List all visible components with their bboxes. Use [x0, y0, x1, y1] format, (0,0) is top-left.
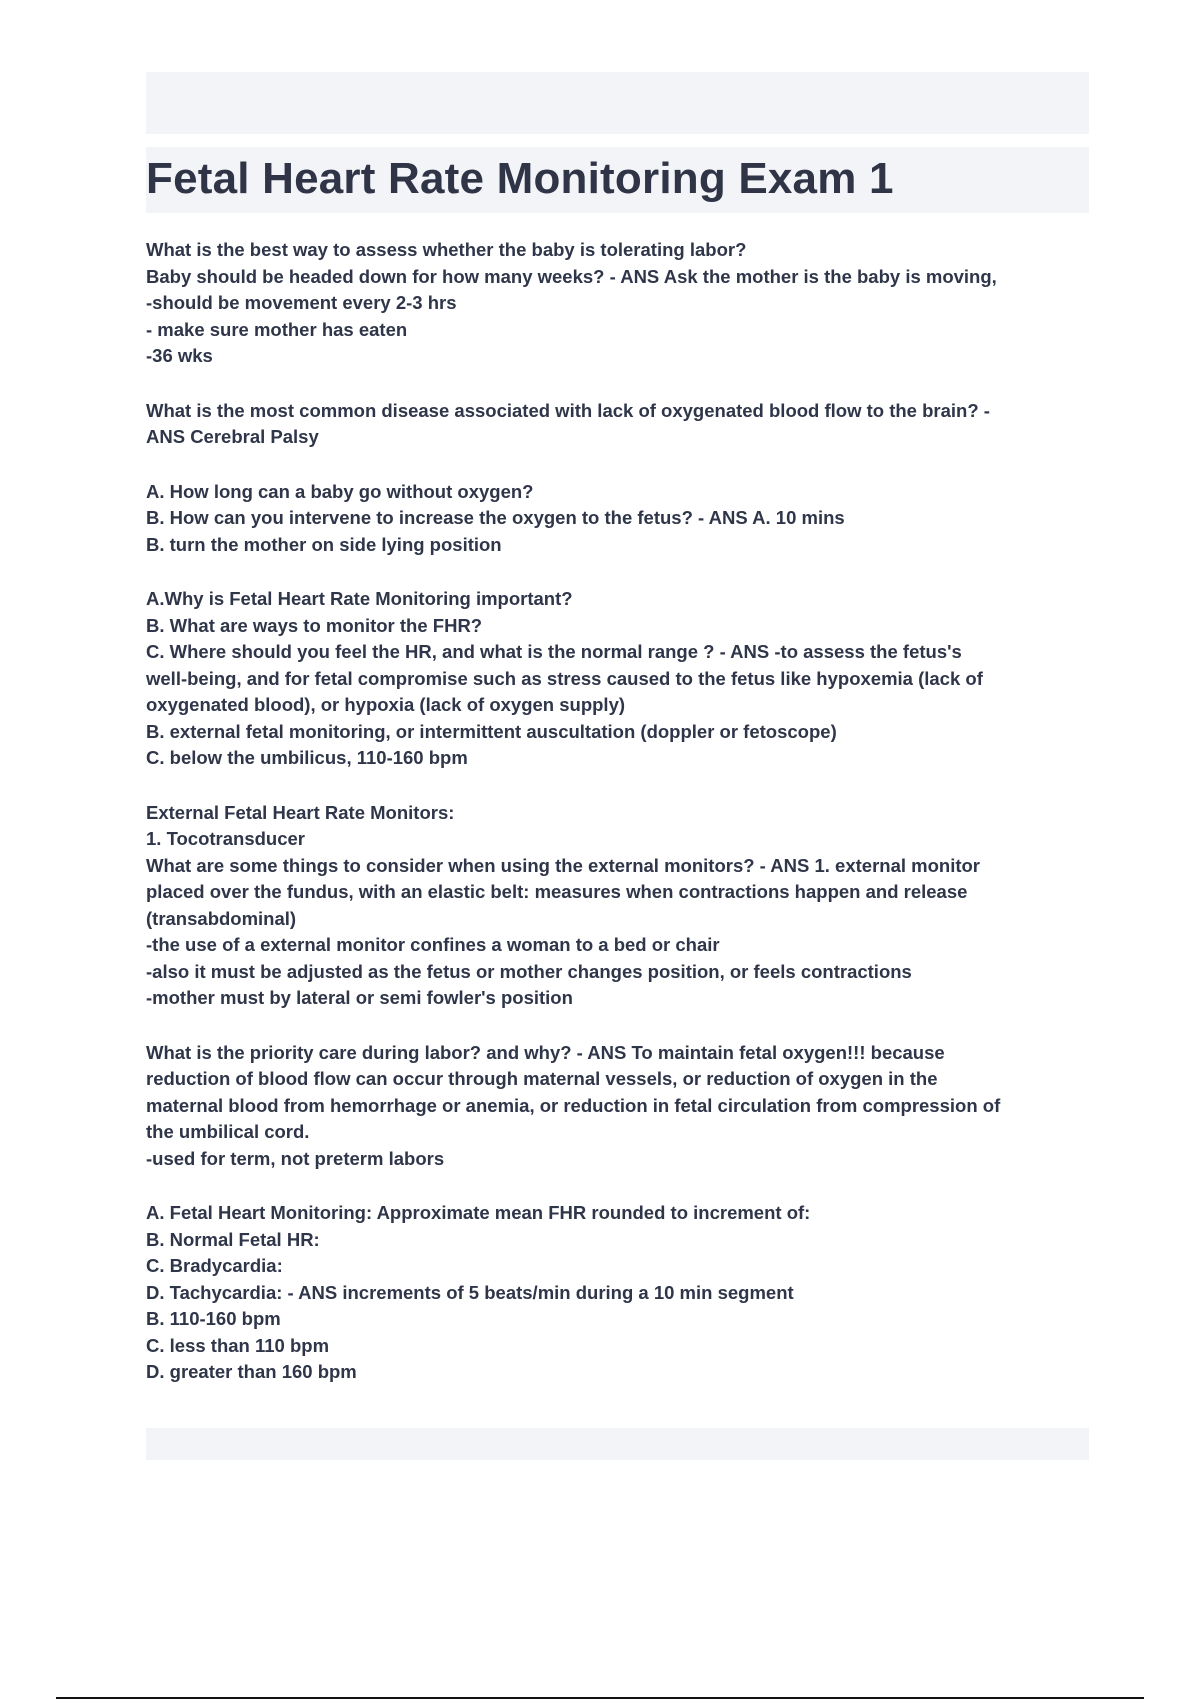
qa-line: B. What are ways to monitor the FHR?	[146, 614, 483, 636]
qa-line: What are some things to consider when using the external monitors? - ANS 1. external monitor	[146, 854, 980, 876]
qa-line: B. How can you intervene to increase the oxygen to the fetus? - ANS A. 10 mins	[146, 507, 845, 528]
qa-line: What is the priority care during labor? and why? - ANS To maintain fetal oxygen!!! because	[146, 1041, 945, 1063]
qa-line: B. turn the mother on side lying position	[146, 533, 502, 555]
qa-line: -mother must by lateral or semi fowler's position	[146, 987, 573, 1008]
qa-line: reduction of blood flow can occur through maternal vessels, or reduction of oxygen in the	[146, 1068, 938, 1089]
page-title: Fetal Heart Rate Monitoring Exam 1	[146, 154, 894, 203]
qa-line: D. Tachycardia: - ANS increments of 5 beats/min during a 10 min segment	[146, 1281, 794, 1303]
qa-line: -also it must be adjusted as the fetus or mother changes position, or feels contractions	[146, 960, 912, 982]
qa-line: What is the best way to assess whether the baby is tolerating labor?	[146, 239, 747, 260]
qa-line: oxygenated blood), or hypoxia (lack of oxygen supply)	[146, 694, 626, 715]
qa-line: 1. Tocotransducer	[146, 828, 306, 849]
qa-line: B. Normal Fetal HR:	[146, 1228, 320, 1250]
qa-line: C. Bradycardia:	[146, 1255, 283, 1276]
qa-line: the umbilical cord.	[146, 1121, 310, 1142]
qa-line: D. greater than 160 bpm	[146, 1361, 357, 1382]
qa-line: ANS Cerebral Palsy	[146, 426, 319, 447]
qa-line: - make sure mother has eaten	[146, 318, 408, 340]
qa-item	[146, 1200, 1091, 1386]
qa-line: C. less than 110 bpm	[146, 1334, 330, 1356]
qa-line: B. 110-160 bpm	[146, 1308, 281, 1329]
qa-line: -should be movement every 2-3 hrs	[146, 292, 457, 313]
header-band	[146, 72, 1089, 134]
qa-line: A. Fetal Heart Monitoring: Approximate mean FHR rounded to increment of:	[146, 1202, 811, 1223]
qa-line: Baby should be headed down for how many weeks? - ANS Ask the mother is the baby is moving,	[146, 265, 997, 287]
qa-line: maternal blood from hemorrhage or anemia, or reduction in fetal circulation from compression of	[146, 1094, 1001, 1116]
qa-line: B. external fetal monitoring, or intermittent auscultation (doppler or fetoscope)	[146, 720, 837, 742]
footer-band	[146, 1428, 1089, 1460]
qa-line: -36 wks	[146, 345, 213, 366]
qa-line: -the use of a external monitor confines a woman to a bed or chair	[146, 934, 720, 955]
qa-line: -used for term, not preterm labors	[146, 1147, 445, 1169]
qa-line: well-being, and for fetal compromise such as stress caused to the fetus like hypoxemia (lack of	[146, 667, 983, 689]
qa-line: C. below the umbilicus, 110-160 bpm	[146, 747, 468, 768]
qa-item	[146, 398, 1091, 451]
qa-line: C. Where should you feel the HR, and what is the normal range ? - ANS -to assess the fetus's	[146, 641, 962, 662]
qa-line: External Fetal Heart Rate Monitors:	[146, 801, 455, 823]
qa-line: A.Why is Fetal Heart Rate Monitoring important?	[146, 588, 573, 609]
qa-item	[146, 586, 1091, 772]
qa-content	[146, 237, 1091, 1414]
footer-divider	[56, 1697, 1144, 1699]
qa-line: What is the most common disease associated with lack of oxygenated blood flow to the brain? -	[146, 399, 990, 421]
qa-line: placed over the fundus, with an elastic belt: measures when contractions happen and release	[146, 881, 968, 902]
qa-item	[146, 479, 1091, 559]
qa-item	[146, 1040, 1091, 1173]
qa-item	[146, 237, 1091, 370]
qa-line: (transabdominal)	[146, 907, 297, 929]
qa-line: A. How long can a baby go without oxygen?	[146, 480, 534, 502]
qa-item	[146, 800, 1091, 1012]
